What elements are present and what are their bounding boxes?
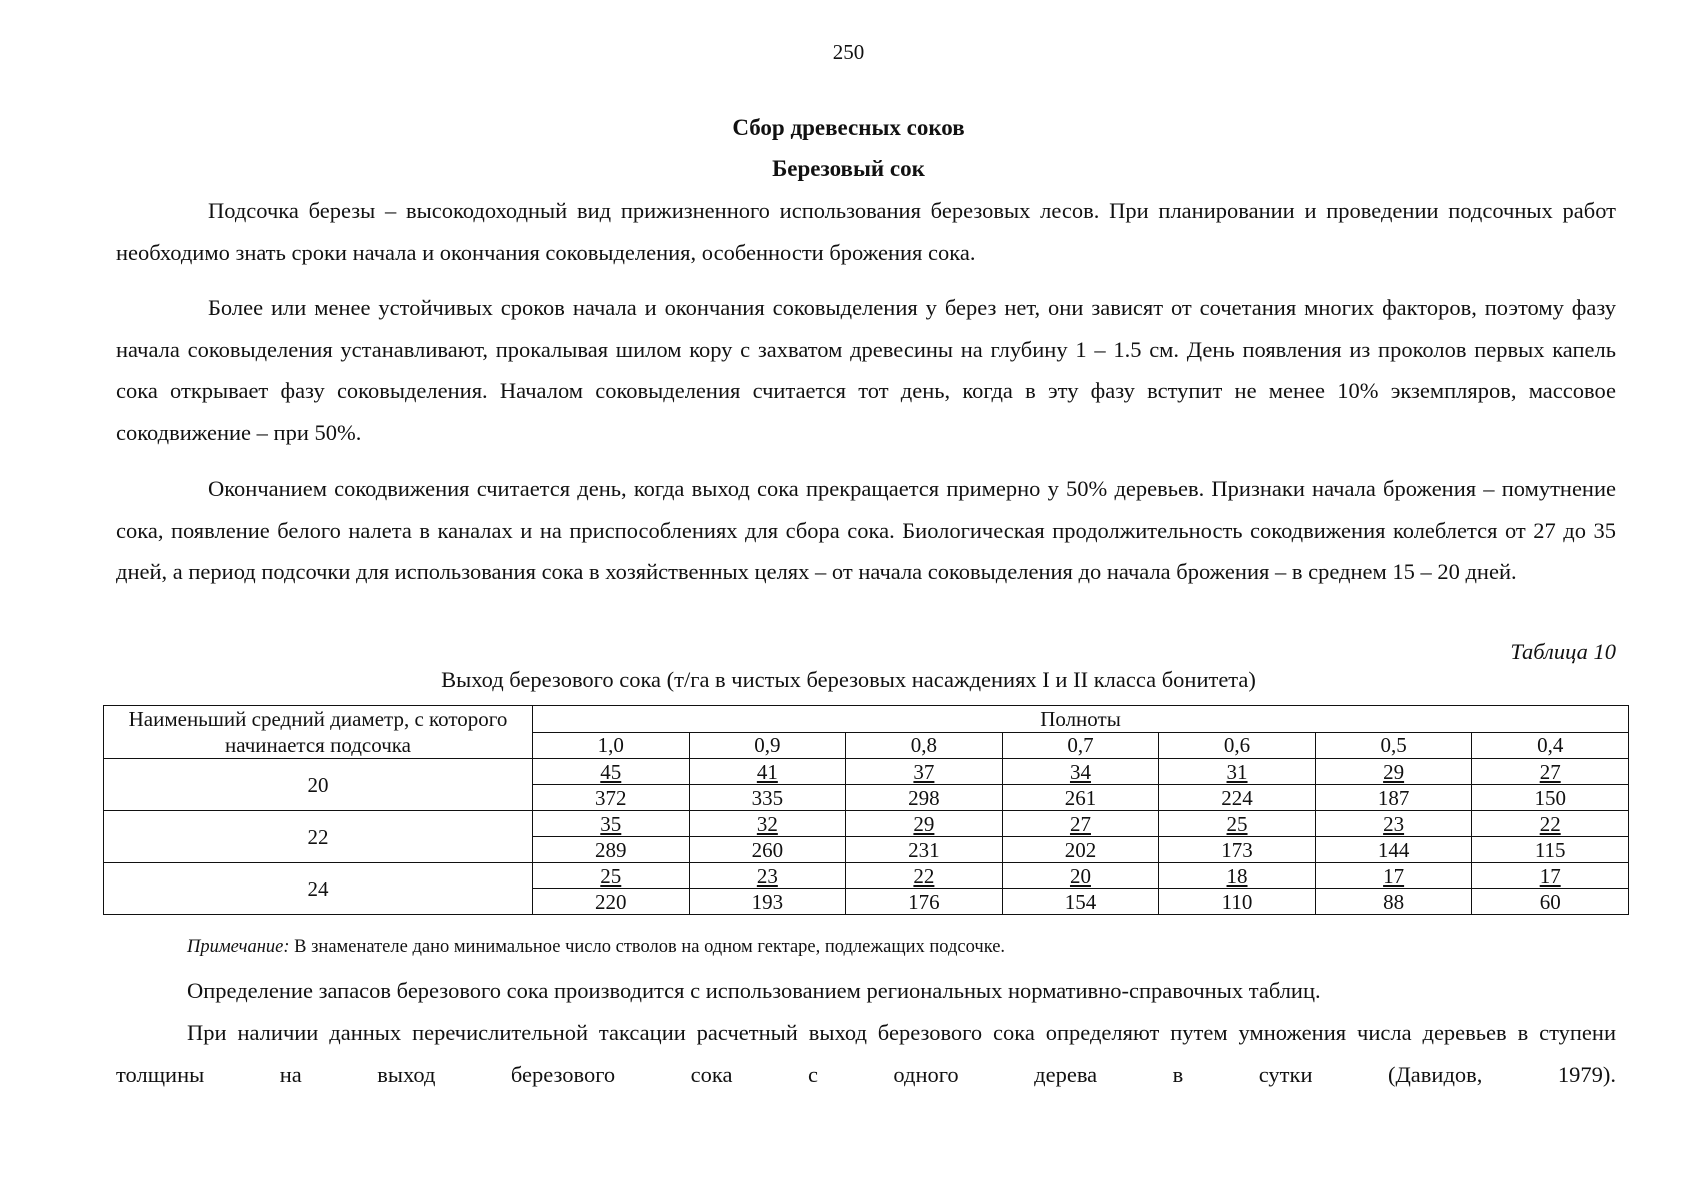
denominator-cell: 115 xyxy=(1472,837,1629,863)
table-label: Таблица 10 xyxy=(1510,639,1616,664)
paragraph: При наличии данных перечислительной таксации расчетный выход березового сока определяют путем умножения числа деревьев в ступени толщины на выход березового сока с одного дерева в сутки (Давидов, 1979). xyxy=(116,1020,1616,1087)
page-number: 250 xyxy=(832,40,865,64)
denominator-cell: 110 xyxy=(1159,889,1316,915)
denominator-cell: 193 xyxy=(689,889,846,915)
column-header: 0,6 xyxy=(1159,732,1316,759)
row-header-cell: Наименьший средний диаметр, с которого начинается подсочка xyxy=(104,706,533,759)
numerator-cell: 22 xyxy=(1472,811,1629,837)
table-header-row xyxy=(104,706,1629,733)
numerator-cell: 17 xyxy=(1315,863,1472,889)
diameter-cell: 24 xyxy=(104,863,533,915)
group-header-cell: Полноты xyxy=(533,706,1629,733)
note-text: В знаменателе дано минимальное число стволов на одном гектаре, подлежащих подсочке. xyxy=(289,937,1006,957)
denominator-cell: 224 xyxy=(1159,785,1316,811)
denominator-cell: 231 xyxy=(846,837,1003,863)
denominator-cell: 202 xyxy=(1002,837,1159,863)
numerator-cell: 25 xyxy=(533,863,690,889)
numerator-cell: 32 xyxy=(689,811,846,837)
paragraph: Определение запасов березового сока производится с использованием региональных нормативно-справочных таблиц. xyxy=(187,978,1321,1003)
column-header: 1,0 xyxy=(533,732,690,759)
denominator-cell: 261 xyxy=(1002,785,1159,811)
denominator-cell: 144 xyxy=(1315,837,1472,863)
column-header: 0,7 xyxy=(1002,732,1159,759)
sap-yield-table xyxy=(103,705,1629,915)
numerator-cell: 18 xyxy=(1159,863,1316,889)
numerator-cell: 23 xyxy=(1315,811,1472,837)
paragraph: Подсочка березы – высокодоходный вид прижизненного использования березовых лесов. При планировании и проведении подсочных работ необходимо знать сроки начала и окончания соковыделения, особенности брожения сока. xyxy=(116,198,1616,265)
column-header: 0,9 xyxy=(689,732,846,759)
column-header: 0,8 xyxy=(846,732,1003,759)
column-header: 0,4 xyxy=(1472,732,1629,759)
denominator-cell: 335 xyxy=(689,785,846,811)
denominator-cell: 260 xyxy=(689,837,846,863)
section-heading: Сбор древесных соков xyxy=(732,115,965,140)
table-caption: Выход березового сока (т/га в чистых березовых насаждениях I и II класса бонитета) xyxy=(441,667,1256,692)
numerator-cell: 37 xyxy=(846,759,1003,785)
numerator-cell: 22 xyxy=(846,863,1003,889)
denominator-cell: 173 xyxy=(1159,837,1316,863)
table-row xyxy=(104,759,1629,785)
denominator-cell: 372 xyxy=(533,785,690,811)
numerator-cell: 17 xyxy=(1472,863,1629,889)
table-note xyxy=(187,937,1005,958)
numerator-cell: 27 xyxy=(1002,811,1159,837)
numerator-cell: 23 xyxy=(689,863,846,889)
denominator-cell: 176 xyxy=(846,889,1003,915)
numerator-cell: 25 xyxy=(1159,811,1316,837)
numerator-cell: 20 xyxy=(1002,863,1159,889)
diameter-cell: 22 xyxy=(104,811,533,863)
denominator-cell: 154 xyxy=(1002,889,1159,915)
column-header: 0,5 xyxy=(1315,732,1472,759)
subsection-heading: Березовый сок xyxy=(772,156,925,181)
table-row xyxy=(104,863,1629,889)
denominator-cell: 289 xyxy=(533,837,690,863)
diameter-cell: 20 xyxy=(104,759,533,811)
numerator-cell: 29 xyxy=(846,811,1003,837)
numerator-cell: 31 xyxy=(1159,759,1316,785)
denominator-cell: 150 xyxy=(1472,785,1629,811)
numerator-cell: 29 xyxy=(1315,759,1472,785)
numerator-cell: 35 xyxy=(533,811,690,837)
table-row xyxy=(104,811,1629,837)
denominator-cell: 187 xyxy=(1315,785,1472,811)
denominator-cell: 298 xyxy=(846,785,1003,811)
denominator-cell: 60 xyxy=(1472,889,1629,915)
numerator-cell: 41 xyxy=(689,759,846,785)
numerator-cell: 45 xyxy=(533,759,690,785)
denominator-cell: 88 xyxy=(1315,889,1472,915)
paragraph: Окончанием сокодвижения считается день, когда выход сока прекращается примерно у 50% деревьев. Признаки начала брожения – помутнение сока, появление белого налета в каналах и на приспособлениях для сбора сока. Биологическая продолжительность сокодвижения колеблется от 27 до 35 дней, а период подсочки для использования сока в хозяйственных целях – от начала соковыделения до начала брожения – в среднем 15 – 20 дней. xyxy=(116,476,1616,584)
numerator-cell: 34 xyxy=(1002,759,1159,785)
paragraph: Более или менее устойчивых сроков начала и окончания соковыделения у берез нет, они зависят от сочетания многих факторов, поэтому фазу начала соковыделения устанавливают, прокалывая шилом кору с захватом древесины на глубину 1 – 1.5 см. День появления из проколов первых капель сока открывает фазу соковыделения. Началом соковыделения считается тот день, когда в эту фазу вступит не менее 10% экземпляров, массовое сокодвижение – при 50%. xyxy=(116,295,1616,445)
numerator-cell: 27 xyxy=(1472,759,1629,785)
denominator-cell: 220 xyxy=(533,889,690,915)
note-label: Примечание: xyxy=(187,937,290,957)
